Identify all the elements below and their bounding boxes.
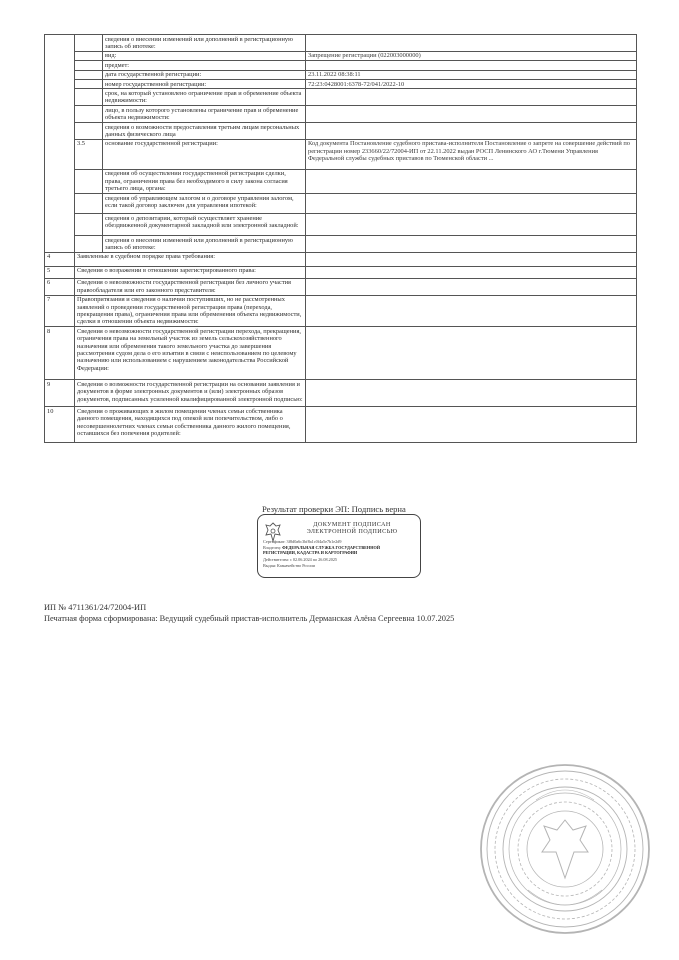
stamp-title bbox=[288, 521, 416, 535]
table-row bbox=[45, 407, 637, 443]
field-label: предмет: bbox=[103, 61, 306, 70]
field-label: сведения о возможности предоставления третьим лицам персональных данных физического лица bbox=[103, 123, 306, 140]
table-row bbox=[45, 194, 637, 214]
print-form-author: Печатная форма сформирована: Ведущий судебный пристав-исполнитель Дерманская Алёна Сергеевна 10.07.2025 bbox=[44, 614, 455, 623]
section-number: 10 bbox=[45, 407, 75, 443]
section-label: Правопритязания и сведения о наличии поступивших, но не рассмотренных заявлений о проведении государственной регистрации права (перехода, прекращения права), ограничения права или обременения объекта недвижимости, сделки в отношении объекта недвижимости: bbox=[75, 295, 306, 327]
section-label: Сведения о возможности государственной регистрации на основании заявления и документов в форме электронных документов и (или) электронных образов документов, подписанных усиленной квалифицированной электронной подписью: bbox=[75, 380, 306, 407]
field-label: дата государственной регистрации: bbox=[103, 70, 306, 79]
section-label: Сведения о невозможности государственной регистрации перехода, прекращения, ограничения права на земельный участок из земель сельскохозяйственного назначения или обременения такого земельного участка до завершения рассмотрения судом дела о его изъятии в связи с неиспользованием по целевому назначению или использованием с нарушением законодательства Российской Федерации: bbox=[75, 327, 306, 380]
section-value bbox=[306, 252, 637, 266]
signature-check-result: Результат проверки ЭП: Подпись верна bbox=[262, 504, 406, 514]
section-label: Сведения о проживающих в жилом помещении членах семьи собственника данного помещения, находящихся под опекой или попечительством, либо о несовершеннолетних членах семьи собственника данного жилого помещения, оставшихся без попечения родителей: bbox=[75, 407, 306, 443]
section-number: 9 bbox=[45, 380, 75, 407]
field-label: номер государственной регистрации: bbox=[103, 80, 306, 89]
section-number: 5 bbox=[45, 266, 75, 278]
section-label: Сведения о невозможности государственной регистрации без личного участия правообладателя или его законного представителя: bbox=[75, 278, 306, 295]
subsection-number bbox=[75, 236, 103, 253]
table-row bbox=[45, 51, 637, 60]
field-value: Запрещение регистрации (022003000000) bbox=[306, 51, 637, 60]
table-row bbox=[45, 252, 637, 266]
section-label: Сведения о возражении в отношении зарегистрированного права: bbox=[75, 266, 306, 278]
stamp-certificate: Сертификат: 3f8d0a6c3bf8a1c0f4a5e7b1e2d9 bbox=[263, 539, 342, 544]
field-label: сведения о внесении изменений или дополнений в регистрационную запись об ипотеке: bbox=[103, 35, 306, 52]
subsection-number: 3.5 bbox=[75, 139, 103, 169]
subsection-number bbox=[75, 214, 103, 236]
field-value bbox=[306, 106, 637, 123]
table-row bbox=[45, 139, 637, 169]
field-label: основание государственной регистрации: bbox=[103, 139, 306, 169]
field-value bbox=[306, 194, 637, 214]
section-label: Заявленные в судебном порядке права требования: bbox=[75, 252, 306, 266]
subsection-number bbox=[75, 194, 103, 214]
table-row bbox=[45, 70, 637, 79]
table-row bbox=[45, 327, 637, 380]
table-row bbox=[45, 80, 637, 89]
stamp-owner-line-1: ФЕДЕРАЛЬНАЯ СЛУЖБА ГОСУДАРСТВЕННОЙ bbox=[282, 545, 380, 550]
section-value bbox=[306, 327, 637, 380]
registry-table bbox=[44, 34, 637, 443]
field-value: 72:23:0428001:6378-72/041/2022-10 bbox=[306, 80, 637, 89]
section-number: 8 bbox=[45, 327, 75, 380]
stamp-title-line-1: ДОКУМЕНТ ПОДПИСАН bbox=[313, 521, 391, 528]
table-row bbox=[45, 89, 637, 106]
table-row bbox=[45, 123, 637, 140]
table-row bbox=[45, 169, 637, 193]
table-row bbox=[45, 214, 637, 236]
subsection-number bbox=[75, 89, 103, 106]
field-label: сведения о депозитарии, который осуществляет хранение обездвиженной документарной закладной или электронной закладной: bbox=[103, 214, 306, 236]
stamp-validity: Действителен: с 02.06.2024 по 26.08.2025 bbox=[263, 557, 338, 562]
field-label: сведения об управляющем залогом и о договоре управления залогом, если такой договор заключен для управления ипотекой: bbox=[103, 194, 306, 214]
field-label: срок, на который установлено ограничение прав и обременение объекта недвижимости: bbox=[103, 89, 306, 106]
field-value: Код документа Постановление судебного пристава-исполнителя Постановление о запрете на совершение действий по регистрации номер 233660/22/72004-ИП от 22.11.2022 выдан РОСП Ленинского АО г.Тюмени Управления Федеральной службы судебных приставов по Тюменской области ... bbox=[306, 139, 637, 169]
section-value bbox=[306, 295, 637, 327]
subsection-number bbox=[75, 80, 103, 89]
stamp-issuer: Выдан: Казначейство России bbox=[263, 563, 315, 568]
field-label: лицо, в пользу которого установлены ограничение прав и обременение объекта недвижимости: bbox=[103, 106, 306, 123]
subsection-number bbox=[75, 70, 103, 79]
stamp-owner-line-2: РЕГИСТРАЦИИ, КАДАСТРА И КАРТОГРАФИИ bbox=[263, 550, 358, 555]
field-label: сведения об осуществлении государственной регистрации сделки, права, ограничения права без необходимого в силу закона согласия третьего лица, органа: bbox=[103, 169, 306, 193]
table-row bbox=[45, 106, 637, 123]
subsection-number bbox=[75, 61, 103, 70]
section-value bbox=[306, 407, 637, 443]
section-number: 7 bbox=[45, 295, 75, 327]
row-number-cell bbox=[45, 35, 75, 253]
field-label: вид: bbox=[103, 51, 306, 60]
stamp-title-line-2: ЭЛЕКТРОННОЙ ПОДПИСЬЮ bbox=[306, 528, 398, 535]
table-row bbox=[45, 266, 637, 278]
field-value bbox=[306, 123, 637, 140]
section-number: 4 bbox=[45, 252, 75, 266]
table-row bbox=[45, 35, 637, 52]
official-seal bbox=[476, 760, 654, 938]
table-row bbox=[45, 380, 637, 407]
table-row bbox=[45, 278, 637, 295]
field-value bbox=[306, 61, 637, 70]
subsection-number bbox=[75, 169, 103, 193]
subsection-number bbox=[75, 106, 103, 123]
subsection-number bbox=[75, 35, 103, 52]
stamp-owner-label: Владелец: bbox=[263, 545, 282, 550]
field-value bbox=[306, 89, 637, 106]
field-value bbox=[306, 169, 637, 193]
section-value bbox=[306, 380, 637, 407]
field-value bbox=[306, 214, 637, 236]
field-value: 23.11.2022 08:38:11 bbox=[306, 70, 637, 79]
enforcement-proceeding-number: ИП № 4711361/24/72004-ИП bbox=[44, 603, 147, 612]
field-value bbox=[306, 236, 637, 253]
table-row bbox=[45, 61, 637, 70]
subsection-number bbox=[75, 51, 103, 60]
electronic-signature-stamp bbox=[257, 514, 421, 578]
table-row bbox=[45, 236, 637, 253]
field-value bbox=[306, 35, 637, 52]
field-label: сведения о внесении изменений или дополнений в регистрационную запись об ипотеке: bbox=[103, 236, 306, 253]
subsection-number bbox=[75, 123, 103, 140]
table-row bbox=[45, 295, 637, 327]
section-value bbox=[306, 266, 637, 278]
section-number: 6 bbox=[45, 278, 75, 295]
section-value bbox=[306, 278, 637, 295]
